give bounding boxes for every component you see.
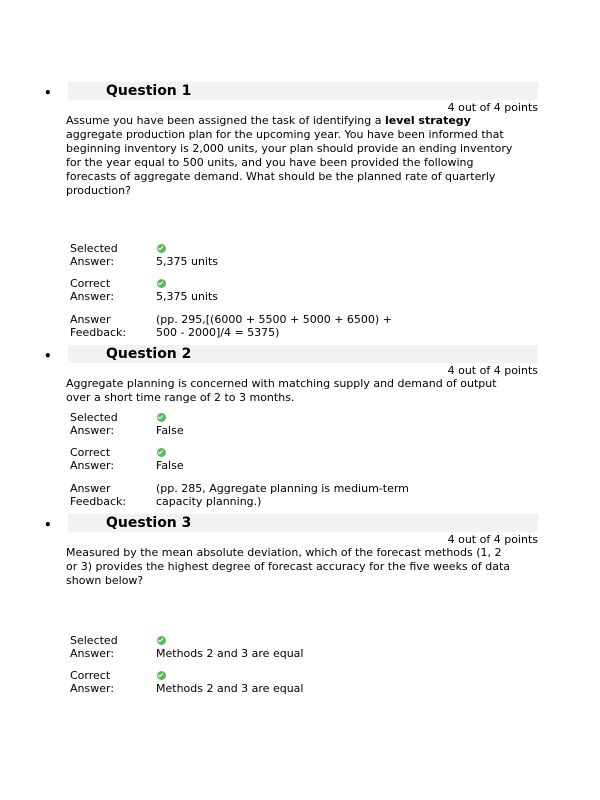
selected-answer-text: Methods 2 and 3 are equal: [156, 647, 304, 660]
question-text-bold: level strategy: [384, 114, 471, 127]
correct-answer-value: [156, 669, 446, 695]
correct-answer-text: Methods 2 and 3 are equal: [156, 682, 304, 695]
selected-answer-label: Selected Answer:: [70, 634, 118, 660]
selected-answer-text: 5,375 units: [156, 255, 219, 268]
correct-answer-value: [156, 446, 446, 472]
question-title: Question 2: [106, 346, 192, 362]
question-title: Question 1: [106, 83, 192, 99]
selected-answer-label: Selected Answer:: [70, 411, 118, 437]
question-title: Question 3: [106, 515, 192, 531]
correct-answer-value: [156, 277, 446, 303]
check-icon: [157, 448, 166, 457]
selected-answer-value: [156, 411, 446, 437]
answer-feedback-label: Answer Feedback:: [70, 313, 127, 339]
question-points: 4 out of 4 points: [447, 101, 538, 114]
selected-answer-value: [156, 634, 446, 660]
check-icon: [157, 244, 166, 253]
check-icon: [157, 636, 166, 645]
question-text: Aggregate planning is concerned with matching supply and demand of output over a short time range of 2 to 3 months.: [66, 377, 497, 404]
check-icon: [157, 279, 166, 288]
selected-answer-value: [156, 242, 446, 268]
question-text: [66, 114, 516, 198]
correct-answer-label: Correct Answer:: [70, 277, 115, 303]
correct-answer-text: False: [156, 459, 184, 472]
question-points: 4 out of 4 points: [447, 533, 538, 546]
correct-answer-label: Correct Answer:: [70, 446, 115, 472]
question-bullet: •: [44, 518, 52, 532]
question-text: Measured by the mean absolute deviation, which of the forecast methods (1, 2 or 3) provides the highest degree of forecast accuracy for the five weeks of data shown below?: [66, 546, 511, 587]
question-bullet: •: [44, 349, 52, 363]
check-icon: [157, 671, 166, 680]
check-icon: [157, 413, 166, 422]
selected-answer-label: Selected Answer:: [70, 242, 118, 268]
question-text-post: aggregate production plan for the upcoming year. You have been informed that beginning inventory is 2,000 units, your plan should provide an ending inventory for the year equal to 500 units, and you have been provided the following forecasts of aggregate demand. What should be the planned rate of quarterly production?: [66, 128, 513, 197]
answer-feedback-text: (pp. 295,[(6000 + 5500 + 5000 + 6500) + 500 - 2000]/4 = 5375): [156, 313, 392, 339]
answer-feedback-label: Answer Feedback:: [70, 482, 127, 508]
question-text-pre: Assume you have been assigned the task of identifying a: [66, 114, 385, 127]
correct-answer-text: 5,375 units: [156, 290, 219, 303]
question-bullet: •: [44, 86, 52, 100]
correct-answer-label: Correct Answer:: [70, 669, 115, 695]
selected-answer-text: False: [156, 424, 184, 437]
answer-feedback-text: (pp. 285, Aggregate planning is medium-term capacity planning.): [156, 482, 409, 508]
question-points: 4 out of 4 points: [447, 364, 538, 377]
